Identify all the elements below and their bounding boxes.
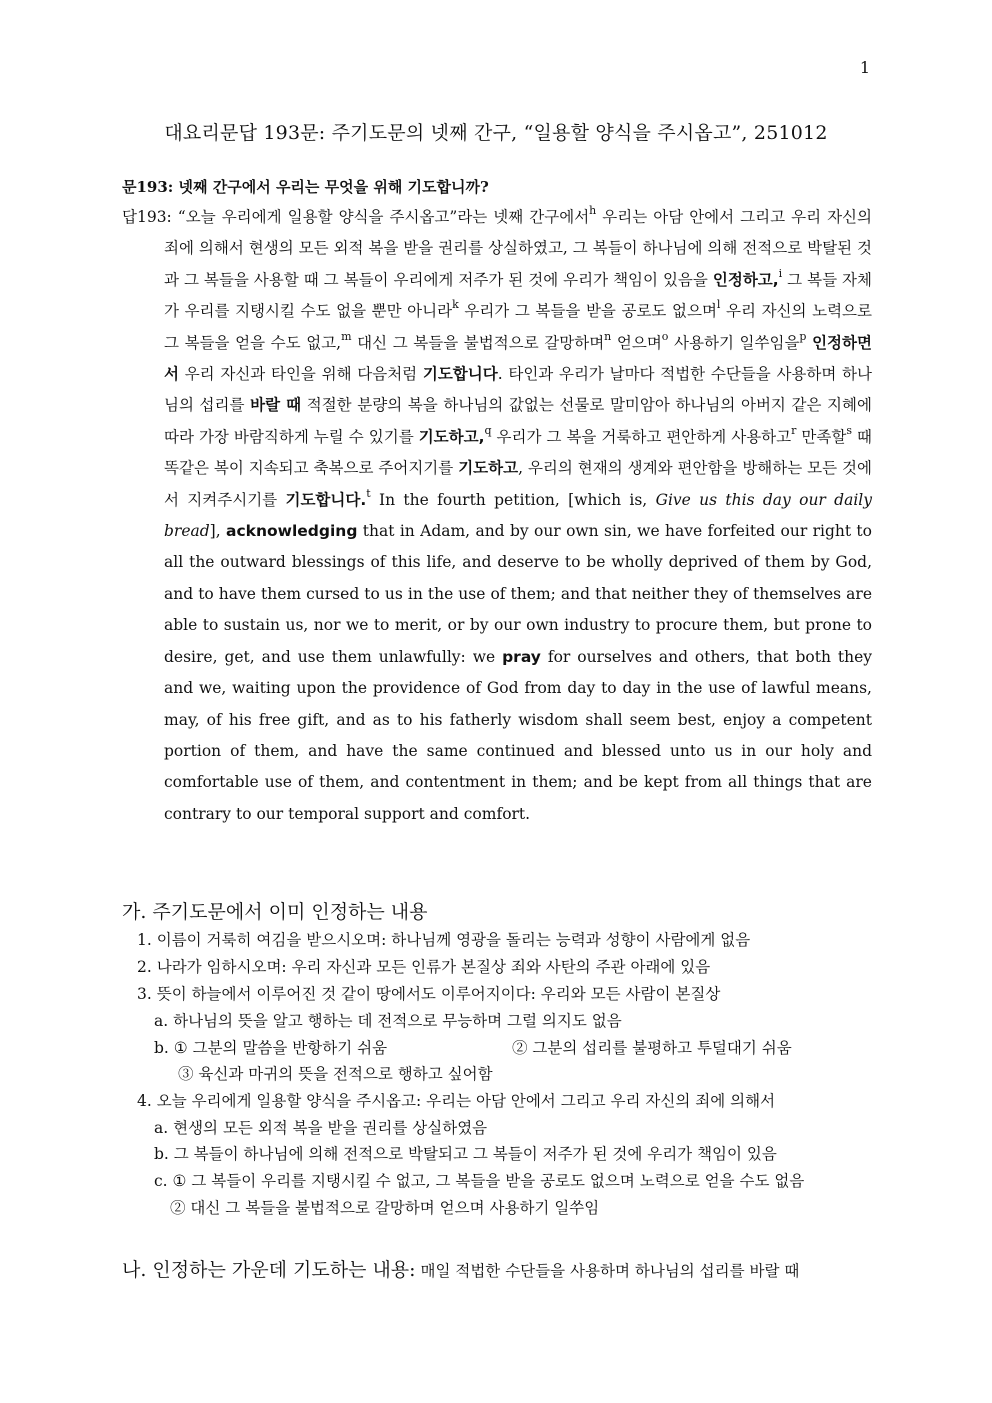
emphasis: 기도합니다.: [285, 490, 367, 509]
footnote-mark: p: [799, 329, 807, 343]
answer-text: 얻으며: [611, 333, 662, 352]
answer-text: 우리 자신과 타인을 위해 다음처럼: [178, 365, 423, 384]
footnote-mark: r: [791, 423, 797, 437]
list-item: 1. 이름이 거룩히 여김을 받으시오며: 하나님께 영광을 돌리는 능력과 성향이 사람에게 없음: [137, 931, 751, 949]
list-item: ② 그분의 섭리를 불평하고 투덜대기 쉬움: [512, 1039, 792, 1057]
footnote-mark: l: [716, 298, 721, 312]
footnote-mark: s: [846, 423, 852, 437]
footnote-mark: o: [661, 329, 669, 343]
english-text: for ourselves and others, that both they and we, waiting upon the providence of God from day to day in the use of lawful means, may, of his free gift, and as to his fatherly wisdom shall seem best, enjoy a competent portion of them, and have the same continued and blessed unto us in our holy and comfortable use of them, and contentment in them; and be kept from all things that are contrary to our temporal support and comfort.: [164, 647, 872, 823]
answer-text: 우리 자신의 노력으로 그 복들을 얻을 수도 없고,: [164, 302, 872, 352]
answer-text: 그 복들 자체가 우리를 지탱시킬 수도 없을 뿐만 아니라: [164, 270, 872, 321]
section-b-text: 매일 적법한 수단들을 사용하며 하나님의 섭리를 바랄 때: [415, 1262, 800, 1280]
footnote-mark: t: [366, 486, 371, 500]
answer-text: , 우리의 현재의 생계와 편안함을 방해하는 모든 것에서 지켜주시기를: [164, 459, 872, 509]
answer-text: 만족할: [796, 427, 847, 446]
list-item: 2. 나라가 임하시오며: 우리 자신과 모든 인류가 본질상 죄와 사탄의 주관 아래에 있음: [137, 958, 711, 976]
footnote-mark: n: [604, 329, 612, 343]
emphasis: 기도합니다: [422, 365, 498, 384]
list-item: b. ① 그분의 말씀을 반항하기 쉬움: [154, 1039, 388, 1057]
answer-text: 우리가 그 복들을 받을 공로도 없으며: [458, 302, 717, 321]
list-item: ③ 육신과 마귀의 뜻을 전적으로 행하고 싶어함: [178, 1065, 493, 1083]
list-item: 4. 오늘 우리에게 일용할 양식을 주시옵고: 우리는 아담 안에서 그리고 우리 자신의 죄에 의해서: [137, 1092, 776, 1110]
section-b-title: 나. 인정하는 가운데 기도하는 내용:: [122, 1259, 416, 1281]
footnote-mark: k: [452, 298, 459, 312]
list-item: c. ① 그 복들이 우리를 지탱시킬 수 없고, 그 복들을 받을 공로도 없으며 노력으로 얻을 수도 없음: [154, 1172, 805, 1190]
answer-text: 적절한 분량의 복을 하나님의 값없는 선물로 말미암아 하나님의 아버지 같은 지혜에 따라 가장 바람직하게 누릴 수 있기를: [164, 396, 872, 446]
list-item: b. 그 복들이 하나님에 의해 전적으로 박탈되고 그 복들이 저주가 된 것에 우리가 책임이 있음: [154, 1145, 777, 1163]
list-item: 3. 뜻이 하늘에서 이루어진 것 같이 땅에서도 이루어지이다: 우리와 모든 사람이 본질상: [137, 985, 721, 1003]
emphasis: 인정하고,: [712, 270, 779, 289]
answer-text: . 타인과 우리가 날마다 적법한 수단들을 사용하며 하나님의 섭리를: [164, 365, 872, 415]
english-text: that in Adam, and by our own sin, we have forfeited our right to all the outward blessings of this life, and deserve to be wholly deprived of them by God, and to have them cursed to us in the use of them; and that neither they of themselves are able to sustain us, nor we to merit, or by our own industry to procure them, but prone to desire, get, and use them unlawfully: we: [164, 522, 872, 666]
emphasis: 인정하면서: [164, 333, 872, 384]
footnote-mark: q: [484, 423, 492, 437]
footnote-mark: i: [778, 266, 783, 280]
list-item: ② 대신 그 복들을 불법적으로 갈망하며 얻으며 사용하기 일쑤임: [170, 1199, 600, 1217]
answer-text: 사용하기 일쑤임을: [668, 333, 800, 352]
list-item: a. 현생의 모든 외적 복을 받을 권리를 상실하였음: [154, 1119, 488, 1137]
section-a-heading: 가. 주기도문에서 이미 인정하는 내용: [122, 901, 428, 923]
english-text: ],: [209, 522, 227, 541]
answer-text: 때 똑같은 복이 지속되고 축복으로 주어지기를: [164, 427, 872, 478]
page-title: 대요리문답 193문: 주기도문의 넷째 간구, “일용할 양식을 주시옵고”, 251012: [164, 122, 828, 144]
answer-text: 우리가 그 복을 거룩하고 편안하게 사용하고: [491, 427, 792, 446]
answer-text: 답193: “오늘 우리에게 일용할 양식을 주시옵고”라는 넷째 간구에서: [122, 208, 590, 226]
emphasis: pray: [502, 647, 541, 666]
emphasis: acknowledging: [226, 522, 358, 541]
section-b-heading: [122, 1255, 799, 1282]
answer-text: 대신 그 복들을 불법적으로 갈망하며: [351, 333, 605, 352]
english-italic: Give us this day our daily bread: [164, 490, 872, 541]
question: 문193: 넷째 간구에서 우리는 무엇을 위해 기도합니까?: [122, 178, 489, 196]
emphasis: 기도하고: [458, 459, 519, 478]
english-text: In the fourth petition, [which is,: [370, 490, 656, 509]
page-number: 1: [859, 58, 870, 77]
emphasis: 바랄 때: [250, 396, 302, 415]
list-item: a. 하나님의 뜻을 알고 행하는 데 전적으로 무능하며 그럴 의지도 없음: [154, 1012, 622, 1030]
footnote-mark: m: [341, 329, 352, 343]
emphasis: 기도하고,: [418, 427, 485, 446]
footnote-mark: h: [589, 204, 597, 217]
answer-paragraph: [122, 202, 872, 830]
answer-text: 우리는 아담 안에서 그리고 우리 자신의 죄에 의해서 현생의 모든 외적 복을 받을 권리를 상실하였고, 그 복들이 하나님에 의해 전적으로 박탈된 것과 그 복들을 사용할 때 그 복들이 우리에게 저주가 된 것에 우리가 책임이 있음을: [164, 208, 872, 289]
